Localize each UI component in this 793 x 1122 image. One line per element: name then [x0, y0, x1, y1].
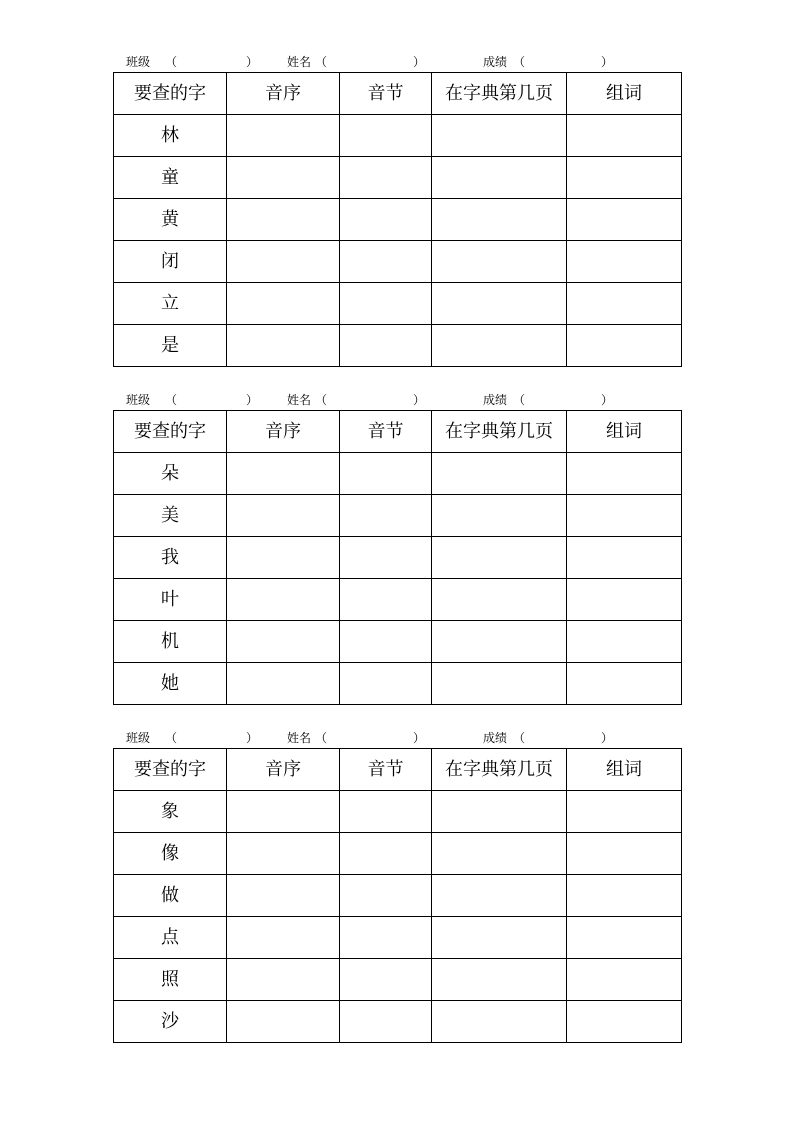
page-answer-cell[interactable] [432, 621, 567, 663]
table-row [114, 283, 682, 325]
character-cell: 朵 [114, 453, 227, 495]
header-word-formation: 组词 [567, 411, 682, 453]
class-close-paren: ） [246, 393, 259, 407]
student-info-line [113, 390, 681, 410]
header-syllable: 音节 [340, 411, 432, 453]
worksheet-1 [113, 52, 681, 367]
table-row [114, 621, 682, 663]
word-answer-cell[interactable] [567, 453, 682, 495]
score-label: 成绩 [483, 393, 508, 407]
table-row [114, 791, 682, 833]
character-cell: 我 [114, 537, 227, 579]
character-cell: 林 [114, 115, 227, 157]
syllable-answer-cell[interactable] [340, 157, 432, 199]
page-answer-cell[interactable] [432, 115, 567, 157]
class-close-paren: ） [246, 731, 259, 745]
word-answer-cell[interactable] [567, 199, 682, 241]
initial-order-answer-cell[interactable] [227, 157, 340, 199]
word-answer-cell[interactable] [567, 875, 682, 917]
initial-order-answer-cell[interactable] [227, 959, 340, 1001]
table-row [114, 579, 682, 621]
class-open-paren: （ [165, 393, 178, 407]
table-row [114, 959, 682, 1001]
header-row [114, 73, 682, 115]
header-character: 要查的字 [114, 73, 227, 115]
character-cell: 童 [114, 157, 227, 199]
name-label: 姓名 [287, 55, 312, 69]
syllable-answer-cell[interactable] [340, 495, 432, 537]
character-cell: 点 [114, 917, 227, 959]
name-open-paren: （ [315, 393, 328, 407]
header-syllable: 音节 [340, 73, 432, 115]
table-row [114, 875, 682, 917]
character-cell: 闭 [114, 241, 227, 283]
syllable-answer-cell[interactable] [340, 199, 432, 241]
table-row [114, 663, 682, 705]
word-answer-cell[interactable] [567, 833, 682, 875]
word-answer-cell[interactable] [567, 579, 682, 621]
page-answer-cell[interactable] [432, 325, 567, 367]
table-row [114, 917, 682, 959]
table-row [114, 241, 682, 283]
table-row [114, 115, 682, 157]
character-cell: 叶 [114, 579, 227, 621]
page-answer-cell[interactable] [432, 917, 567, 959]
character-cell: 是 [114, 325, 227, 367]
syllable-answer-cell[interactable] [340, 241, 432, 283]
syllable-answer-cell[interactable] [340, 917, 432, 959]
word-answer-cell[interactable] [567, 663, 682, 705]
score-open-paren: （ [513, 731, 526, 745]
class-label: 班级 [126, 55, 151, 69]
header-syllable: 音节 [340, 749, 432, 791]
score-label: 成绩 [483, 731, 508, 745]
header-dictionary-page: 在字典第几页 [432, 73, 567, 115]
header-initial-order: 音序 [227, 73, 340, 115]
score-close-paren: ） [601, 55, 614, 69]
syllable-answer-cell[interactable] [340, 537, 432, 579]
initial-order-answer-cell[interactable] [227, 453, 340, 495]
syllable-answer-cell[interactable] [340, 579, 432, 621]
page-answer-cell[interactable] [432, 833, 567, 875]
syllable-answer-cell[interactable] [340, 959, 432, 1001]
class-close-paren: ） [246, 55, 259, 69]
header-row [114, 749, 682, 791]
class-label: 班级 [126, 393, 151, 407]
table-row [114, 157, 682, 199]
character-cell: 沙 [114, 1001, 227, 1043]
initial-order-answer-cell[interactable] [227, 663, 340, 705]
syllable-answer-cell[interactable] [340, 325, 432, 367]
page-answer-cell[interactable] [432, 537, 567, 579]
word-answer-cell[interactable] [567, 917, 682, 959]
score-open-paren: （ [513, 393, 526, 407]
class-label: 班级 [126, 731, 151, 745]
page-answer-cell[interactable] [432, 791, 567, 833]
word-answer-cell[interactable] [567, 283, 682, 325]
student-info-line [113, 52, 681, 72]
page-answer-cell[interactable] [432, 453, 567, 495]
header-initial-order: 音序 [227, 411, 340, 453]
character-cell: 做 [114, 875, 227, 917]
page-answer-cell[interactable] [432, 875, 567, 917]
syllable-answer-cell[interactable] [340, 283, 432, 325]
word-answer-cell[interactable] [567, 621, 682, 663]
header-initial-order: 音序 [227, 749, 340, 791]
character-cell: 美 [114, 495, 227, 537]
table-row [114, 495, 682, 537]
character-cell: 像 [114, 833, 227, 875]
dictionary-lookup-table [113, 748, 682, 1043]
initial-order-answer-cell[interactable] [227, 199, 340, 241]
name-open-paren: （ [315, 731, 328, 745]
header-dictionary-page: 在字典第几页 [432, 411, 567, 453]
syllable-answer-cell[interactable] [340, 115, 432, 157]
name-label: 姓名 [287, 393, 312, 407]
page-answer-cell[interactable] [432, 157, 567, 199]
page-answer-cell[interactable] [432, 199, 567, 241]
worksheet-3 [113, 728, 681, 1043]
syllable-answer-cell[interactable] [340, 875, 432, 917]
header-word-formation: 组词 [567, 73, 682, 115]
word-answer-cell[interactable] [567, 537, 682, 579]
table-row [114, 537, 682, 579]
page-answer-cell[interactable] [432, 495, 567, 537]
page-answer-cell[interactable] [432, 663, 567, 705]
character-cell: 立 [114, 283, 227, 325]
character-cell: 照 [114, 959, 227, 1001]
initial-order-answer-cell[interactable] [227, 537, 340, 579]
page-answer-cell[interactable] [432, 579, 567, 621]
name-label: 姓名 [287, 731, 312, 745]
word-answer-cell[interactable] [567, 959, 682, 1001]
name-close-paren: ） [413, 55, 426, 69]
word-answer-cell[interactable] [567, 495, 682, 537]
character-cell: 她 [114, 663, 227, 705]
score-close-paren: ） [601, 731, 614, 745]
page-answer-cell[interactable] [432, 1001, 567, 1043]
score-close-paren: ） [601, 393, 614, 407]
header-word-formation: 组词 [567, 749, 682, 791]
initial-order-answer-cell[interactable] [227, 579, 340, 621]
name-close-paren: ） [413, 393, 426, 407]
header-character: 要查的字 [114, 411, 227, 453]
header-dictionary-page: 在字典第几页 [432, 749, 567, 791]
table-row [114, 199, 682, 241]
class-open-paren: （ [165, 731, 178, 745]
initial-order-answer-cell[interactable] [227, 833, 340, 875]
page-answer-cell[interactable] [432, 959, 567, 1001]
syllable-answer-cell[interactable] [340, 663, 432, 705]
character-cell: 机 [114, 621, 227, 663]
word-answer-cell[interactable] [567, 325, 682, 367]
table-row [114, 1001, 682, 1043]
syllable-answer-cell[interactable] [340, 791, 432, 833]
syllable-answer-cell[interactable] [340, 621, 432, 663]
initial-order-answer-cell[interactable] [227, 283, 340, 325]
initial-order-answer-cell[interactable] [227, 875, 340, 917]
initial-order-answer-cell[interactable] [227, 115, 340, 157]
table-row [114, 325, 682, 367]
student-info-line [113, 728, 681, 748]
syllable-answer-cell[interactable] [340, 453, 432, 495]
class-open-paren: （ [165, 55, 178, 69]
name-open-paren: （ [315, 55, 328, 69]
score-open-paren: （ [513, 55, 526, 69]
header-character: 要查的字 [114, 749, 227, 791]
page-answer-cell[interactable] [432, 283, 567, 325]
dictionary-lookup-table [113, 72, 682, 367]
initial-order-answer-cell[interactable] [227, 325, 340, 367]
name-close-paren: ） [413, 731, 426, 745]
page-answer-cell[interactable] [432, 241, 567, 283]
syllable-answer-cell[interactable] [340, 833, 432, 875]
initial-order-answer-cell[interactable] [227, 495, 340, 537]
syllable-answer-cell[interactable] [340, 1001, 432, 1043]
word-answer-cell[interactable] [567, 1001, 682, 1043]
dictionary-lookup-table [113, 410, 682, 705]
word-answer-cell[interactable] [567, 241, 682, 283]
table-row [114, 453, 682, 495]
initial-order-answer-cell[interactable] [227, 791, 340, 833]
table-row [114, 833, 682, 875]
initial-order-answer-cell[interactable] [227, 917, 340, 959]
score-label: 成绩 [483, 55, 508, 69]
initial-order-answer-cell[interactable] [227, 241, 340, 283]
initial-order-answer-cell[interactable] [227, 621, 340, 663]
header-row [114, 411, 682, 453]
word-answer-cell[interactable] [567, 157, 682, 199]
character-cell: 象 [114, 791, 227, 833]
worksheet-2 [113, 390, 681, 705]
word-answer-cell[interactable] [567, 115, 682, 157]
word-answer-cell[interactable] [567, 791, 682, 833]
character-cell: 黄 [114, 199, 227, 241]
initial-order-answer-cell[interactable] [227, 1001, 340, 1043]
